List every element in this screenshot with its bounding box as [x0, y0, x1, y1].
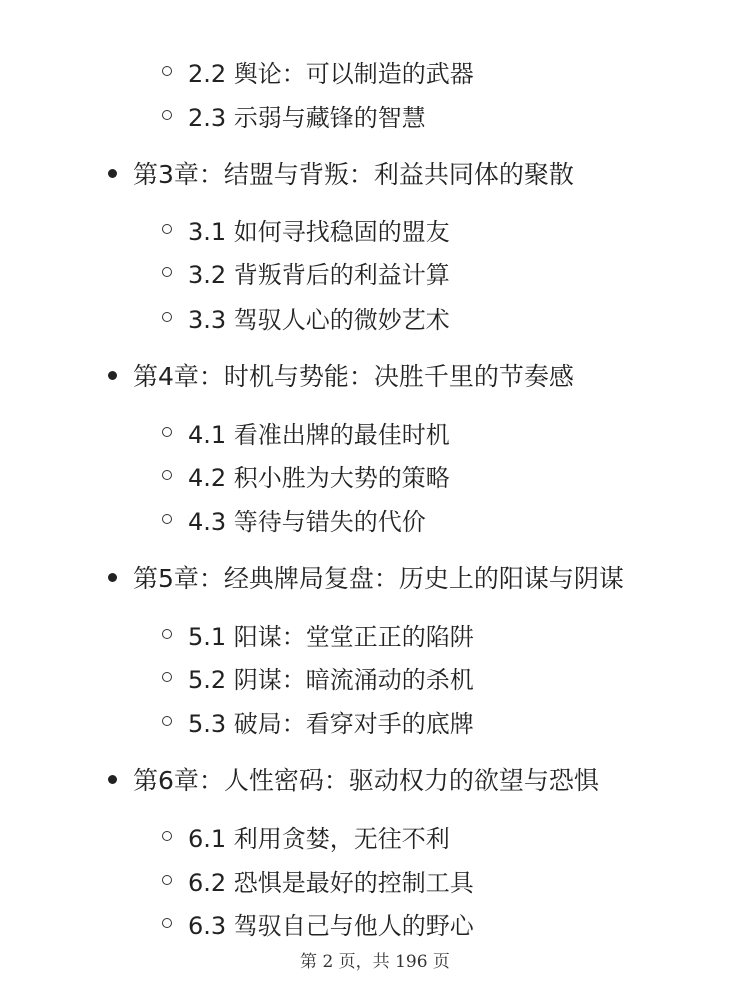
outline-section-5-2 [162, 657, 474, 697]
chapter-text: 第4章：时机与势能：决胜千里的节奏感 [133, 362, 574, 391]
filled-bullet-icon [108, 775, 117, 784]
outline-section-4-2 [162, 455, 450, 495]
section-text: 4.3 等待与错失的代价 [188, 507, 426, 536]
outline-section-4-3 [162, 499, 426, 539]
section-text: 4.1 看准出牌的最佳时机 [188, 420, 450, 449]
hollow-bullet-icon [162, 831, 172, 841]
chapter-text: 第5章：经典牌局复盘：历史上的阳谋与阴谋 [133, 564, 624, 593]
hollow-bullet-icon [162, 470, 172, 480]
section-text: 3.3 驾驭人心的微妙艺术 [188, 305, 450, 334]
section-text: 5.1 阳谋：堂堂正正的陷阱 [188, 622, 474, 651]
section-text: 2.2 舆论：可以制造的武器 [188, 59, 474, 88]
outline-section-4-1 [162, 412, 450, 452]
outline-section-5-3 [162, 701, 474, 741]
section-text: 6.1 利用贪婪，无往不利 [188, 824, 450, 853]
outline-section-2-3 [162, 95, 426, 135]
outline-section-2-2 [162, 51, 474, 91]
outline-chapter-6 [108, 759, 599, 799]
section-text: 3.1 如何寻找稳固的盟友 [188, 217, 450, 246]
section-text: 4.2 积小胜为大势的策略 [188, 463, 450, 492]
hollow-bullet-icon [162, 427, 172, 437]
chapter-text: 第6章：人性密码：驱动权力的欲望与恐惧 [133, 766, 599, 795]
page-number-footer: 第 2 页，共 196 页 [300, 952, 450, 972]
filled-bullet-icon [108, 371, 117, 380]
hollow-bullet-icon [162, 629, 172, 639]
outline-section-3-3 [162, 297, 450, 337]
outline-section-3-1 [162, 209, 450, 249]
section-text: 5.2 阴谋：暗流涌动的杀机 [188, 665, 474, 694]
hollow-bullet-icon [162, 672, 172, 682]
section-text: 5.3 破局：看穿对手的底牌 [188, 709, 474, 738]
outline-section-5-1 [162, 614, 474, 654]
section-text: 6.3 驾驭自己与他人的野心 [188, 911, 474, 940]
hollow-bullet-icon [162, 918, 172, 928]
hollow-bullet-icon [162, 875, 172, 885]
hollow-bullet-icon [162, 110, 172, 120]
hollow-bullet-icon [162, 267, 172, 277]
outline-section-6-2 [162, 860, 474, 900]
outline-chapter-3 [108, 153, 574, 193]
hollow-bullet-icon [162, 66, 172, 76]
outline-section-6-1 [162, 816, 450, 856]
outline-chapter-4 [108, 355, 574, 395]
section-text: 2.3 示弱与藏锋的智慧 [188, 103, 426, 132]
outline-section-6-3 [162, 903, 474, 943]
section-text: 3.2 背叛背后的利益计算 [188, 260, 450, 289]
chapter-text: 第3章：结盟与背叛：利益共同体的聚散 [133, 160, 574, 189]
outline-chapter-5 [108, 557, 624, 597]
filled-bullet-icon [108, 573, 117, 582]
section-text: 6.2 恐惧是最好的控制工具 [188, 868, 474, 897]
hollow-bullet-icon [162, 224, 172, 234]
hollow-bullet-icon [162, 716, 172, 726]
outline-section-3-2 [162, 252, 450, 292]
hollow-bullet-icon [162, 514, 172, 524]
filled-bullet-icon [108, 169, 117, 178]
hollow-bullet-icon [162, 312, 172, 322]
